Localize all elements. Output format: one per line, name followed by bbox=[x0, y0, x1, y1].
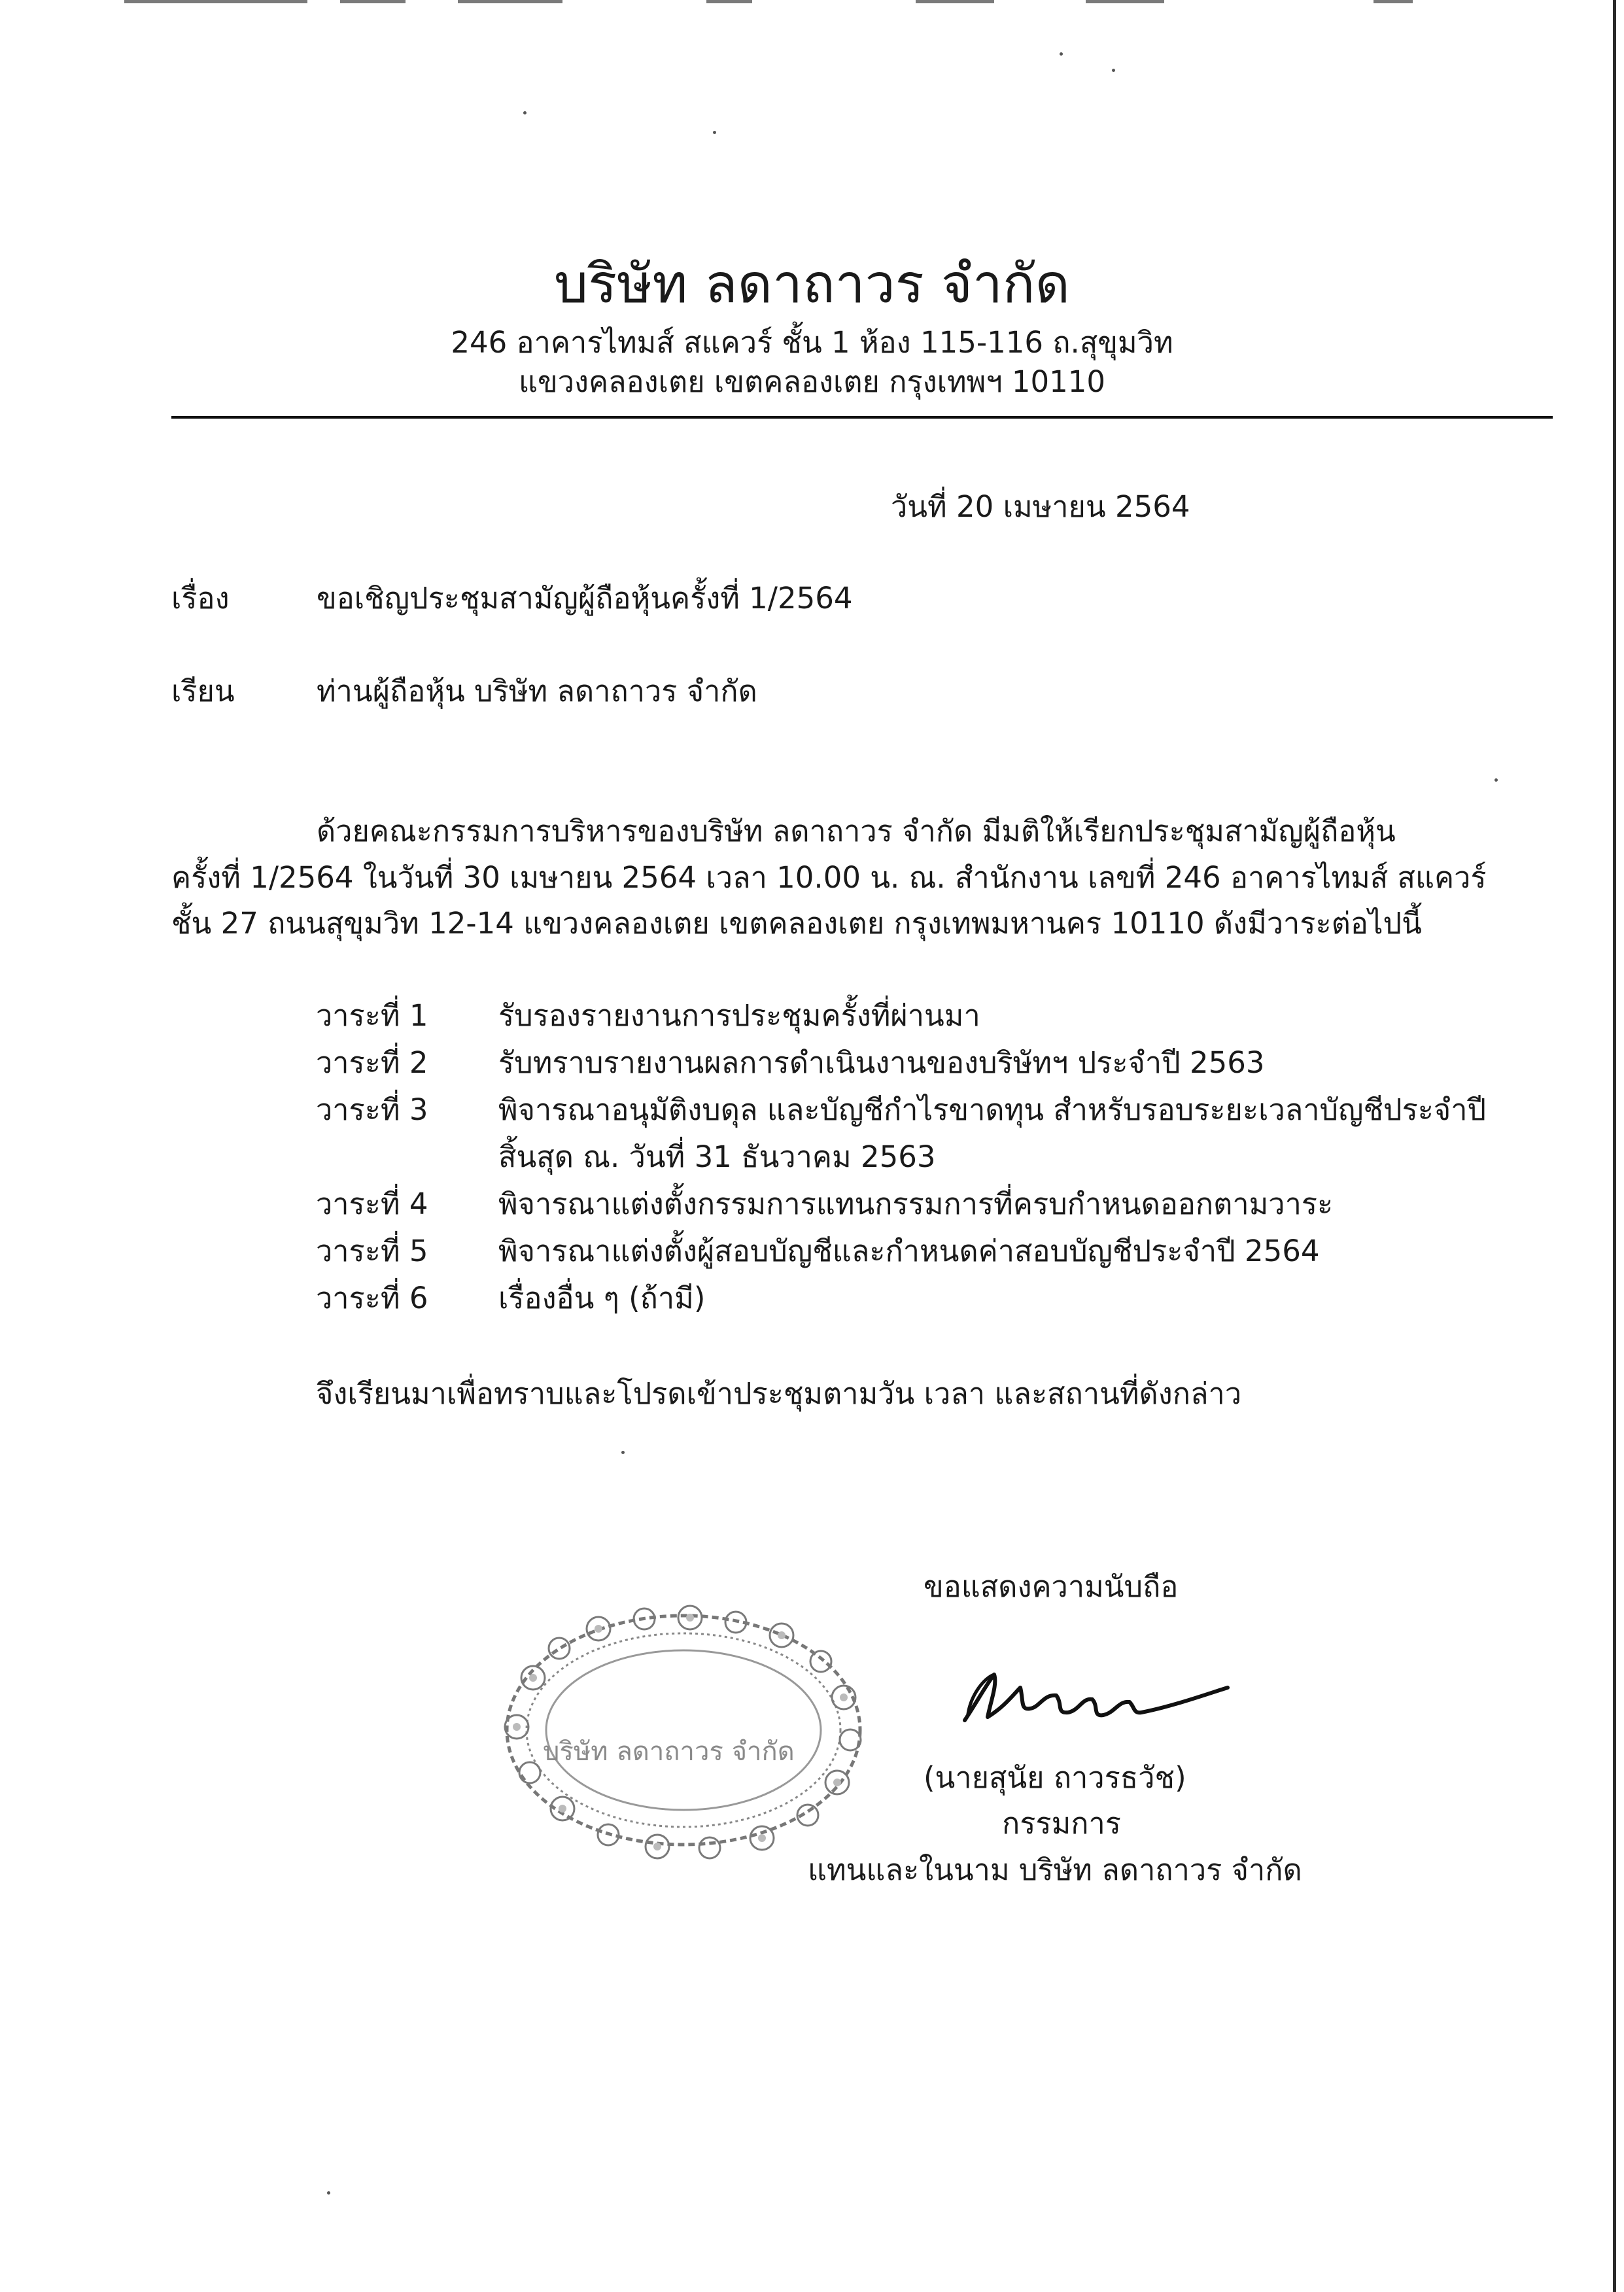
seal-text: บริษัท ลดาถาวร จำกัด bbox=[543, 1737, 795, 1767]
agenda-item-text: เรื่องอื่น ๆ (ถ้ามี) bbox=[498, 1281, 706, 1315]
company-name: บริษัท ลดาถาวร จำกัด bbox=[554, 253, 1070, 315]
regards-text: ขอแสดงความนับถือ bbox=[924, 1569, 1179, 1604]
scan-speck bbox=[523, 111, 527, 114]
subject-label: เรื่อง bbox=[171, 581, 230, 616]
letter-date: วันที่ 20 เมษายน 2564 bbox=[891, 489, 1190, 524]
agenda-item-text: รับทราบรายงานผลการดำเนินงานของบริษัทฯ ประจำปี 2563 bbox=[498, 1045, 1265, 1080]
agenda-item-label: วาระที่ 3 bbox=[316, 1092, 428, 1127]
closing-line: จึงเรียนมาเพื่อทราบและโปรดเข้าประชุมตามวัน เวลา และสถานที่ดังกล่าว bbox=[316, 1376, 1242, 1411]
agenda-item-label: วาระที่ 6 bbox=[316, 1281, 428, 1315]
signatory-name: (นายสุนัย ถาวรธวัช) bbox=[924, 1760, 1186, 1795]
agenda-item-text: พิจารณาอนุมัติงบดุล และบัญชีกำไรขาดทุน สำหรับรอบระยะเวลาบัญชีประจำปี bbox=[498, 1092, 1487, 1127]
recipient-label: เรียน bbox=[171, 674, 235, 708]
agenda-item-label: วาระที่ 4 bbox=[316, 1187, 428, 1221]
agenda-item-text: สิ้นสุด ณ. วันที่ 31 ธันวาคม 2563 bbox=[498, 1139, 936, 1174]
scan-speck bbox=[713, 131, 716, 134]
scan-speck bbox=[1112, 69, 1115, 72]
recipient-text: ท่านผู้ถือหุ้น บริษัท ลดาถาวร จำกัด bbox=[317, 674, 757, 708]
company-address-line2: แขวงคลองเตย เขตคลองเตย กรุงเทพฯ 10110 bbox=[518, 364, 1106, 399]
scan-top-edge bbox=[0, 0, 1624, 8]
company-address-line1: 246 อาคารไทมส์ สแควร์ ชั้น 1 ห้อง 115-116 ถ.สุขุมวิท bbox=[451, 325, 1173, 360]
agenda-item-text: พิจารณาแต่งตั้งผู้สอบบัญชีและกำหนดค่าสอบบัญชีประจำปี 2564 bbox=[498, 1234, 1320, 1268]
scan-speck bbox=[1060, 52, 1063, 56]
agenda-item-text: รับรองรายงานการประชุมครั้งที่ผ่านมา bbox=[498, 998, 980, 1033]
body-line: ด้วยคณะกรรมการบริหารของบริษัท ลดาถาวร จำกัด มีมติให้เรียกประชุมสามัญผู้ถือหุ้น bbox=[317, 814, 1396, 848]
scan-speck bbox=[621, 1451, 625, 1454]
body-line: ชั้น 27 ถนนสุขุมวิท 12-14 แขวงคลองเตย เขตคลองเตย กรุงเทพมหานคร 10110 ดังมีวาระต่อไปนี้ bbox=[171, 906, 1422, 941]
signatory-on-behalf: แทนและในนาม บริษัท ลดาถาวร จำกัด bbox=[808, 1852, 1302, 1887]
body-line: ครั้งที่ 1/2564 ในวันที่ 30 เมษายน 2564 เวลา 10.00 น. ณ. สำนักงาน เลขที่ 246 อาคารไทมส์ สแควร์ bbox=[171, 860, 1487, 895]
signatory-title: กรรมการ bbox=[1002, 1806, 1121, 1841]
handwritten-signature bbox=[958, 1648, 1233, 1733]
agenda-item-label: วาระที่ 5 bbox=[316, 1234, 428, 1268]
scan-speck bbox=[327, 2191, 330, 2195]
agenda-item-text: พิจารณาแต่งตั้งกรรมการแทนกรรมการที่ครบกำหนดออกตามวาระ bbox=[498, 1187, 1334, 1221]
subject-text: ขอเชิญประชุมสามัญผู้ถือหุ้นครั้งที่ 1/2564 bbox=[317, 581, 853, 616]
header-divider bbox=[171, 416, 1553, 419]
agenda-item-label: วาระที่ 1 bbox=[316, 998, 428, 1033]
scan-speck bbox=[1494, 778, 1498, 782]
agenda-item-label: วาระที่ 2 bbox=[316, 1045, 428, 1080]
